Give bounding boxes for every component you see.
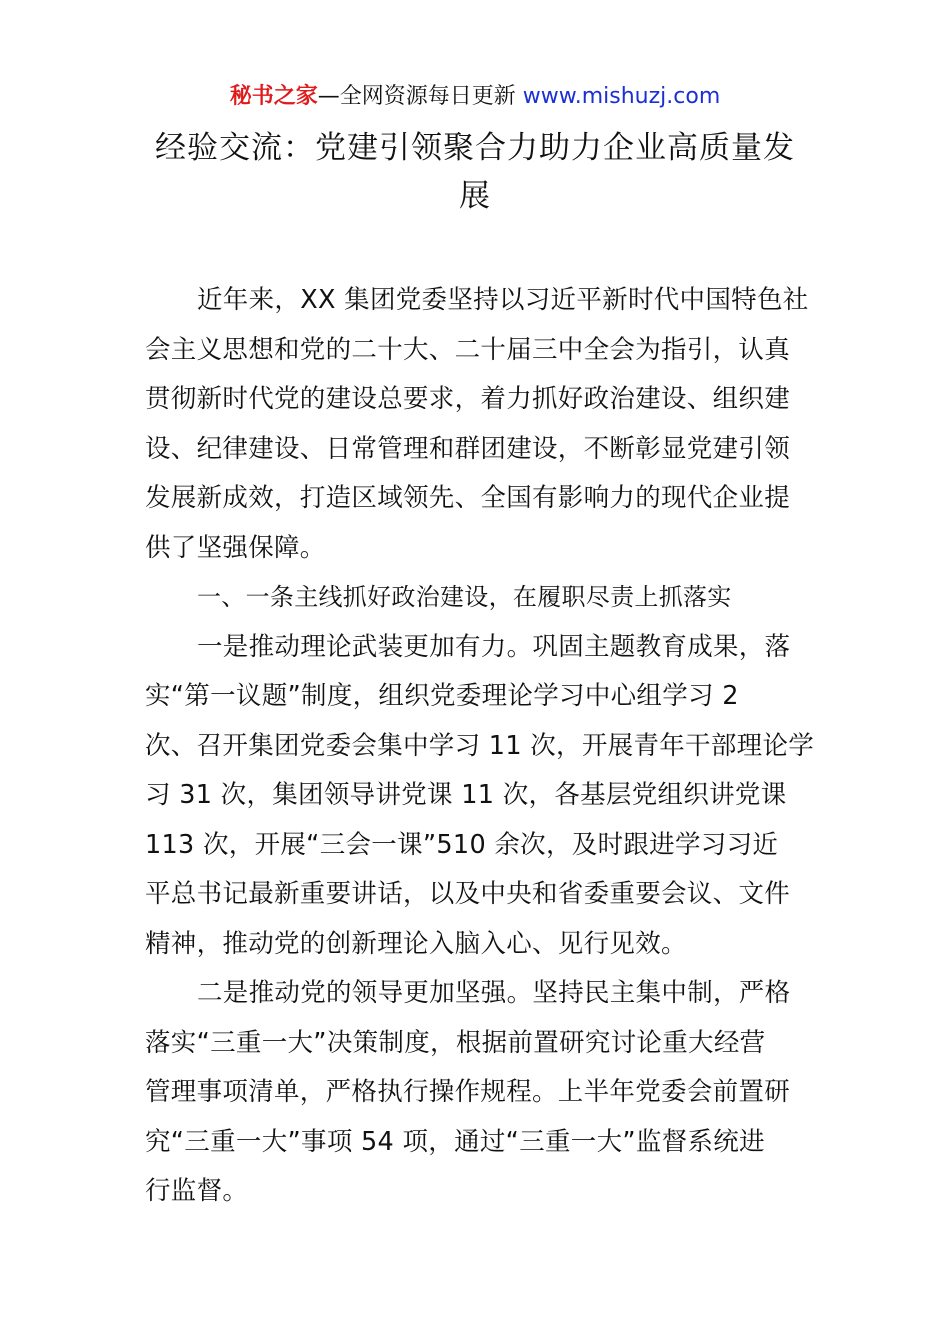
site-url-link[interactable]: www.mishuzj.com [522, 84, 721, 109]
paragraph-line: 贯彻新时代党的建设总要求，着力抓好政治建设、组织建 [145, 384, 791, 414]
paragraph-line: 设、纪律建设、日常管理和群团建设，不断彰显党建引领 [145, 433, 791, 464]
paragraph-line: 一是推动理论武装更加有力。巩固主题教育成果，落 [197, 631, 791, 662]
paragraph-line: 发展新成效，打造区域领先、全国有影响力的现代企业提 [145, 483, 791, 513]
paragraph-line: 113 次，开展“三会一课”510 余次，及时跟进学习习近 [145, 829, 779, 860]
site-header [0, 80, 950, 114]
header-tagline: —全网资源每日更新 [317, 84, 523, 109]
paragraph-line: 近年来，XX 集团党委坚持以习近平新时代中国特色社 [197, 285, 809, 315]
document-body [145, 276, 815, 1217]
paragraph-line: 供了坚强保障。 [145, 532, 326, 563]
paragraph-line: 精神，推动党的创新理论入脑入心、见行见效。 [145, 928, 687, 959]
paragraph-line: 落实“三重一大”决策制度，根据前置研究讨论重大经营 [145, 1027, 766, 1058]
paragraph-line: 习 31 次，集团领导讲党课 11 次，各基层党组织讲党课 [145, 780, 787, 810]
section-paragraph-theory [145, 623, 815, 970]
section-heading: 一、一条主线抓好政治建设，在履职尽责上抓落实 [197, 583, 732, 611]
paragraph-line: 管理事项清单，严格执行操作规程。上半年党委会前置研 [145, 1077, 791, 1107]
paragraph-line: 行监督。 [145, 1176, 249, 1206]
paragraph-line: 二是推动党的领导更加坚强。坚持民主集中制，严格 [197, 978, 791, 1008]
paragraph-line: 究“三重一大”事项 54 项，通过“三重一大”监督系统进 [145, 1126, 765, 1157]
paragraph-line: 平总书记最新重要讲话，以及中央和省委重要会议、文件 [145, 879, 791, 909]
section-paragraph-leadership [145, 969, 807, 1217]
paragraph-line: 会主义思想和党的二十大、二十届三中全会为指引，认真 [145, 334, 791, 365]
paragraph-line: 次、召开集团党委会集中学习 11 次，开展青年干部理论学 [145, 730, 815, 761]
brand-name: 秘书之家 [229, 84, 318, 109]
intro-paragraph [145, 276, 807, 573]
paragraph-line: 实“第一议题”制度，组织党委理论学习中心组学习 2 [145, 681, 739, 711]
document-title: 经验交流：党建引领聚合力助力企业高质量发展 [155, 130, 795, 214]
